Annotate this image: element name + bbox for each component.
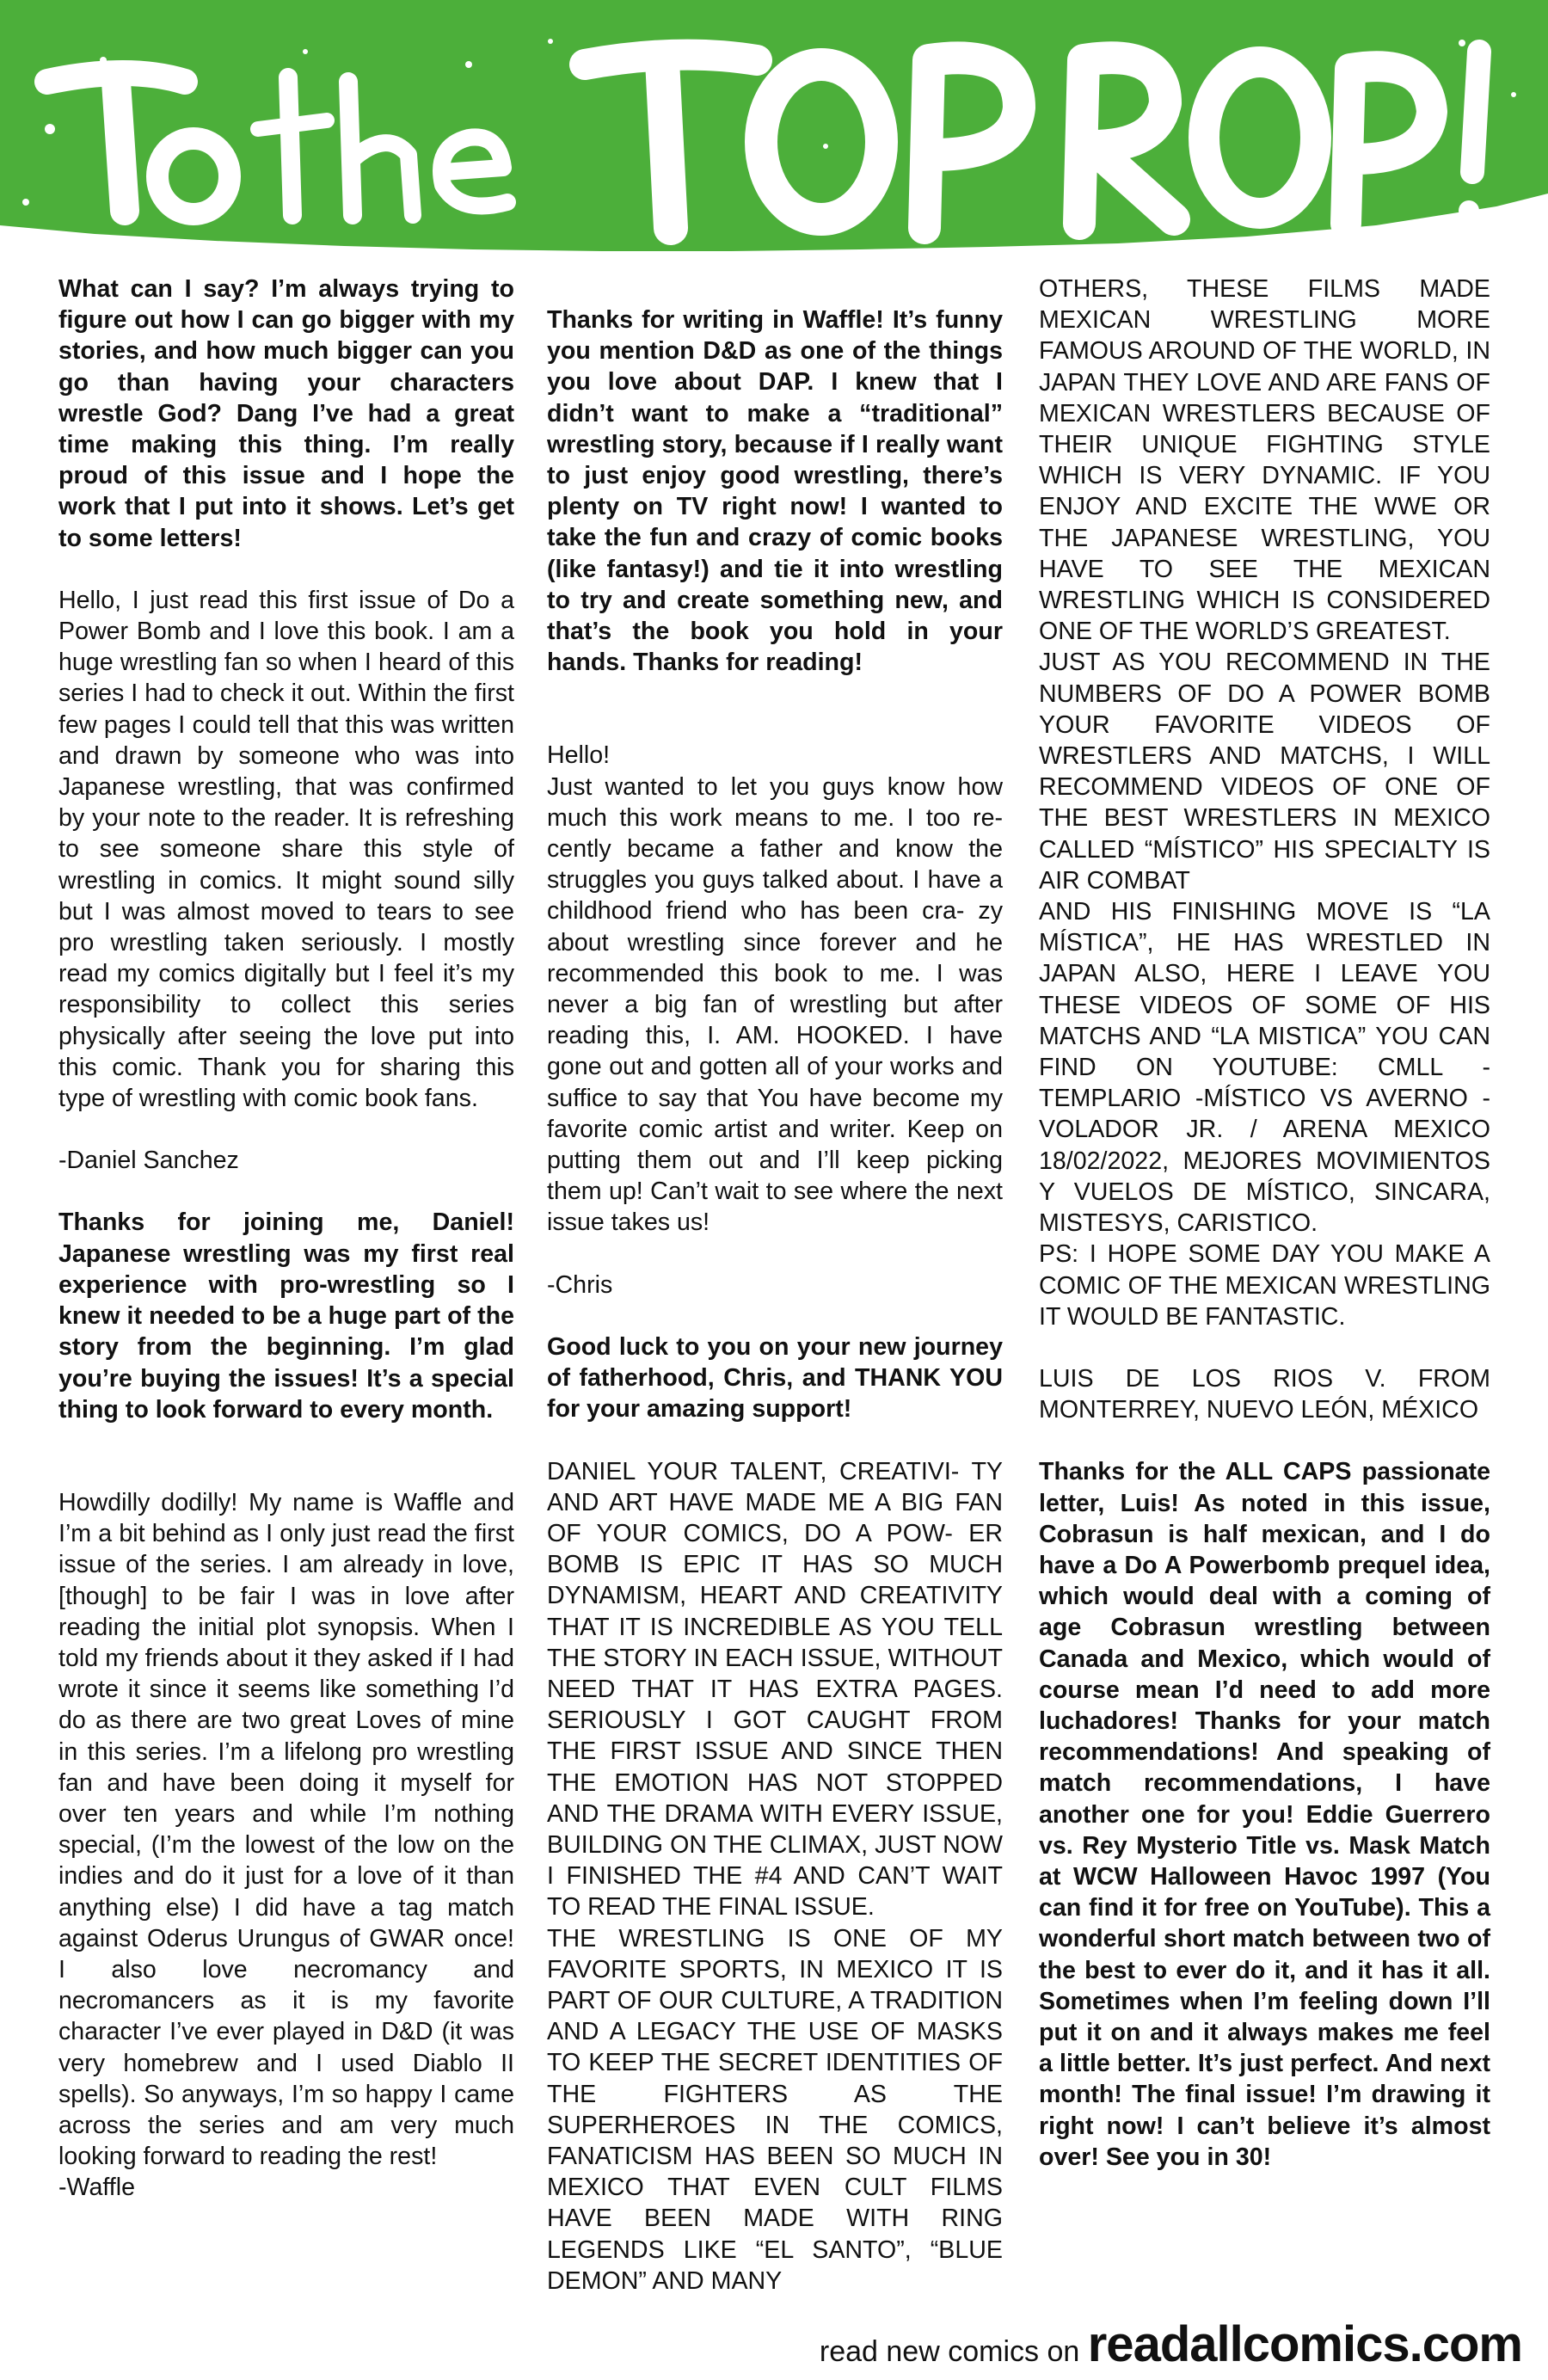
letter-daniel-sanchez: Hello, I just read this first issue of Do a Power Bomb and I love this book. I am a huge wrestling fan so when I heard of this series I had to check it out. Within the first few pages I could tell that this was written and drawn by someone who was into Japanese wrestling, that was confirmed by your note to the reader. It is refreshing to see someone share this style of wrestling in comics. It might sound silly but I was almost moved to tears to see pro wrestling taken seriously. I mostly read my comics digitally but I feel it’s my responsibility to collect this series physically after seeing the love put into this comic. Thank you for sharing this type of wrestling with comic book fans. (58, 586, 514, 1113)
letter-luis-part4: JUST AS YOU RECOMMEND IN THE NUMBERS OF DO A POWER BOMB YOUR FAVORITE VIDEOS OF WRESTLERS AND MATCHS, I WILL RECOMMEND VIDEOS OF ONE OF THE BEST WRESTLERS IN MEXICO CALLED “MÍSTICO” HIS SPECIALTY IS AIR COMBAT (1039, 649, 1490, 895)
signature-waffle: -Waffle (58, 2174, 135, 2202)
footer-site-link[interactable]: readallcomics.com (1087, 2316, 1522, 2372)
header-banner (0, 0, 1548, 258)
letter-chris-greeting: Hello! (547, 741, 611, 770)
letter-luis-part3: OTHERS, THESE FILMS MADE MEXICAN WRESTLING MORE FAMOUS AROUND OF THE WORLD, IN JAPAN THEY LOVE AND ARE FANS OF MEXICAN WRESTLERS BECAUSE OF THEIR UNIQUE FIGHTING STYLE WHICH IS VERY DYNAMIC. IF YOU ENJOY AND EXCITE THE WWE OR THE JAPANESE WRESTLING, YOU HAVE TO SEE THE MEXICAN WRESTLING WHICH IS CONSIDERED ONE OF THE WORLD’S GREATEST. (1039, 275, 1490, 646)
letter-luis-part2: THE WRESTLING IS ONE OF MY FAVORITE SPORTS, IN MEXICO IT IS PART OF OUR CULTURE, A TRADITION AND A LEGACY THE USE OF MASKS TO KEEP THE SECRET IDENTITIES OF THE FIGHTERS AS THE SUPERHEROES IN THE COMICS, FANATICISM HAS BEEN SO MUCH IN MEXICO THAT EVEN CULT FILMS HAVE BEEN MADE WITH RING LEGENDS LIKE “EL SANTO”, “BLUE DEMON” AND MANY (547, 1924, 1003, 2295)
reply-to-luis: Thanks for the ALL CAPS passionate letter, Luis! As noted in this issue, Cobrasun is half mexican, and I do have a Do A Powerbomb prequel idea, which would deal with a coming of age Cobrasun wrestling between Canada and Mexico, which would of course mean I’d need to add more luchadores! Thanks for your match recommendations! And speaking of match recommendations, I have another one for you! Eddie Guerrero vs. Rey Mysterio Title vs. Mask Match at WCW Halloween Havoc 1997 (You can find it for free on YouTube). This a wonderful short match between two of the best to ever do it, and it has it all. Sometimes when I’m feeling down I’ll put it on and it always makes me feel a little better. It’s just perfect. And next month! The final issue! I’m drawing it right now! I can’t believe it’s almost over! See you in 30! (1039, 1458, 1490, 2171)
column-right (1039, 274, 1490, 2173)
letter-luis-part1: DANIEL YOUR TALENT, CREATIVI- TY AND ART HAVE MADE ME A BIG FAN OF YOUR COMICS, DO A POW- ER BOMB IS EPIC IT HAS SO MUCH DYNAMISM, HEART AND CREATIVITY THAT IT IS INCREDIBLE AS YOU TELL THE STORY IN EACH ISSUE, WITHOUT NEED THAT IT HAS EXTRA PAGES. SERIOUSLY I GOT CAUGHT FROM THE FIRST ISSUE AND SINCE THEN THE EMOTION HAS NOT STOPPED AND THE DRAMA WITH EVERY ISSUE, BUILDING ON THE CLIMAX, JUST NOW I FINISHED THE #4 AND CAN’T WAIT TO READ THE FINAL ISSUE. (547, 1457, 1003, 1922)
column-middle (547, 274, 1003, 2297)
reply-to-daniel: Thanks for joining me, Daniel! Japanese wrestling was my first real experience with pro-wrestling so I knew it needed to be a huge part of the story from the beginning. I’m glad you’re buying the issues! It’s a special thing to look forward to every month. (58, 1208, 514, 1424)
signature-luis: LUIS DE LOS RIOS V. FROM MONTERREY, NUEVO LEÓN, MÉXICO (1039, 1364, 1490, 1424)
signature-chris: -Chris (547, 1270, 613, 1299)
letter-chris: Just wanted to let you guys know how much this work means to me. I too re- cently became a father and know the struggles you guys talked about. I have a childhood friend who has been cra- zy about wrestling since forever and he recommended this book to me. I was never a big fan of wrestling but after reading this, I. AM. HOOKED. I have gone out and gotten all of your works and suffice to say that You have become my favorite comic artist and writer. Keep on putting them out and I’ll keep picking them up! Can’t wait to see where the next issue takes us! (547, 772, 1003, 1237)
reply-to-waffle: Thanks for writing in Waffle! It’s funny you mention D&D as one of the things you love about DAP. I knew that I didn’t want to make a “traditional” wrestling story, because if I really want to just enjoy good wrestling, there’s plenty on TV right now! I wanted to take the fun and crazy of comic books (like fantasy!) and tie it into wrestling to try and create something new, and that’s the book you hold in your hands. Thanks for reading! (547, 306, 1003, 677)
letter-luis-part5: AND HIS FINISHING MOVE IS “LA MÍSTICA”, HE HAS WRESTLED IN JAPAN ALSO, HERE I LEAVE YOU THESE VIDEOS OF SOME OF HIS MATCHS AND “LA MISTICA” YOU CAN FIND ON YOUTUBE: CMLL -TEMPLARIO -MÍSTICO VS AVERNO -VOLADOR JR. / ARENA MEXICO 18/02/2022, MEJORES MOVIMIENTOS Y VUELOS DE MÍSTICO, SINCARA, MISTESYS, CARISTICO. (1039, 898, 1490, 1238)
signature-daniel-sanchez: -Daniel Sanchez (58, 1147, 239, 1175)
editor-intro: What can I say? I’m always trying to figure out how I can go bigger with my stories, and how much bigger can you go than having your characters wrestle God? Dang I’ve had a great time making this thing. I’m really proud of this issue and I hope the work that I put into it shows. Let’s get to some letters! (58, 275, 514, 552)
footer-watermark (820, 2315, 1522, 2373)
letter-luis-part6: PS: I HOPE SOME DAY YOU MAKE A COMIC OF THE MEXICAN WRESTLING IT WOULD BE FANTASTIC. (1039, 1240, 1490, 1331)
letter-waffle: Howdilly dodilly! My name is Waffle and I’m a bit behind as I only just read the first issue of the series. I am already in love, [though] to be fair I was in love after reading the initial plot synopsis. When I told my friends about it they asked if I had wrote it since it seems like something I’d do as there are two great Loves of mine in this series. I’m a lifelong pro wrestling fan and have been doing it myself for over ten years and while I’m nothing special, (I’m the lowest of the low on the indies and do it just for a love of it than anything else) I did have a tag match against Oderus Urungus of GWAR once! I also love necromancy and necromancers as it is my favorite character I’ve ever played in D&D (it was very homebrew and I used Diablo II spells). So anyways, I’m so happy I came across the series and am very much looking forward to reading the rest! (58, 1488, 514, 2171)
footer-prefix: read new comics on (819, 2335, 1080, 2368)
reply-to-chris: Good luck to you on your new journey of fatherhood, Chris, and THANK YOU for your amazing support! (547, 1332, 1003, 1424)
column-left (58, 274, 514, 2204)
